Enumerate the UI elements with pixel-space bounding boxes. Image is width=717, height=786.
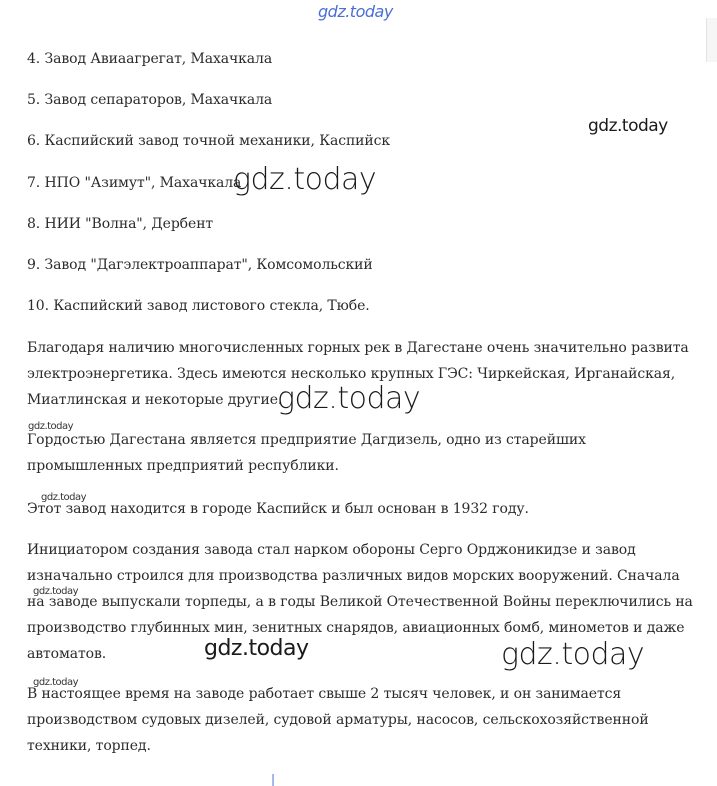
list-item: 8. НИИ "Волна", Дербент bbox=[27, 216, 214, 232]
watermark: gdz.today bbox=[233, 162, 377, 197]
paragraph-history: Инициатором создания завода стал нарком обороны Серго Орджоникидзе и завод изначально строился для производства различных видов морских вооружений. Сначала на заводе выпускали торпеды, а в годы Великой Отечественной Войны переключились на производство глубинных мин, зенитных снарядов, авиационных бомб, минометов и даже автоматов. bbox=[27, 542, 693, 662]
watermark: gdz.today bbox=[501, 637, 645, 672]
list-item: 7. НПО "Азимут", Махачкала bbox=[27, 175, 242, 191]
list-item: 5. Завод сепараторов, Махачкала bbox=[27, 92, 273, 108]
list-item: 6. Каспийский завод точной механики, Каспийск bbox=[27, 133, 391, 149]
watermark: gdz.today bbox=[28, 421, 74, 432]
watermark: gdz.today bbox=[204, 636, 309, 661]
list-item: 4. Завод Авиаагрегат, Махачкала bbox=[27, 51, 273, 67]
scrollbar[interactable] bbox=[706, 18, 717, 62]
watermark: gdz.today bbox=[41, 492, 87, 503]
watermark-top: gdz.today bbox=[318, 2, 393, 21]
paragraph-energy: Благодаря наличию многочисленных горных рек в Дагестане очень значительно развита электроэнергетика. Здесь имеются несколько крупных ГЭС: Чиркейская, Ирганайская, Миатлинская и некоторые другие. bbox=[27, 340, 689, 408]
page-marker-icon: ❘ bbox=[268, 772, 279, 786]
list-item: 9. Завод "Дагэлектроаппарат", Комсомольский bbox=[27, 257, 373, 273]
paragraph-dagdizel: Гордостью Дагестана является предприятие Дагдизель, одно из старейших промышленных предприятий республики. bbox=[27, 432, 586, 474]
watermark: gdz.today bbox=[277, 381, 421, 416]
list-item: 10. Каспийский завод листового стекла, Тюбе. bbox=[27, 298, 370, 314]
paragraph-present: В настоящее время на заводе работает свыше 2 тысяч человек, и он занимается производством судовых дизелей, судовой арматуры, насосов, сельскохозяйственной техники, торпед. bbox=[27, 686, 649, 754]
watermark: gdz.today bbox=[588, 116, 668, 136]
paragraph-location: Этот завод находится в городе Каспийск и был основан в 1932 году. bbox=[27, 501, 529, 517]
watermark: gdz.today bbox=[33, 677, 79, 688]
watermark: gdz.today bbox=[33, 586, 79, 597]
